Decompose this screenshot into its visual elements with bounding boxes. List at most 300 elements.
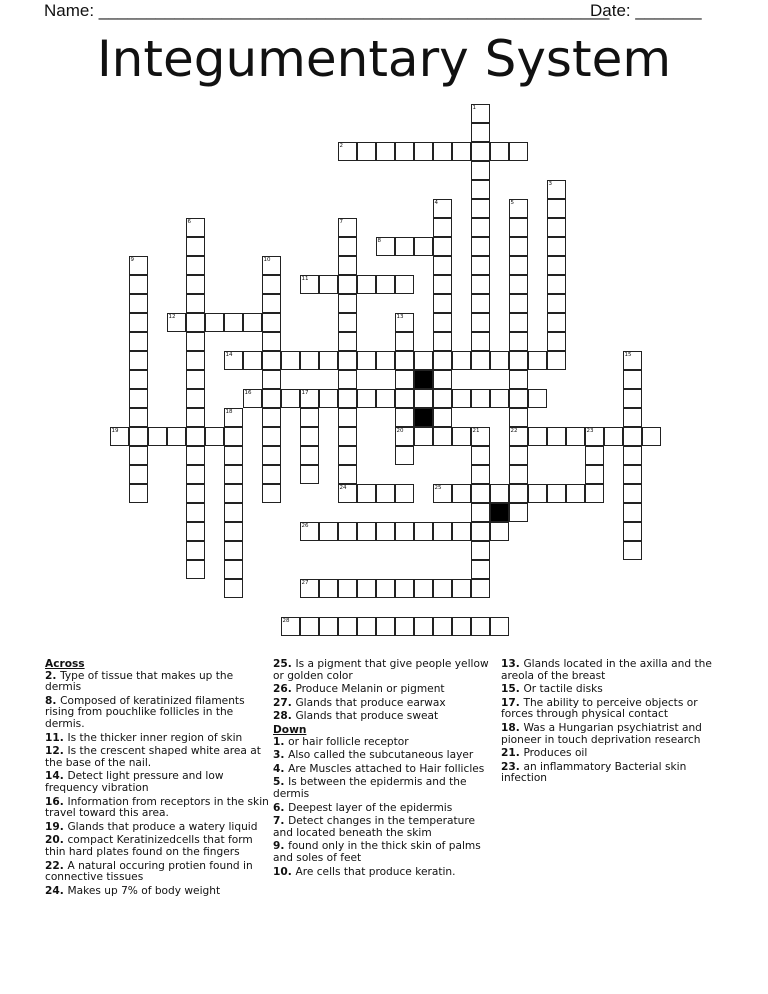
grid-cell[interactable] xyxy=(452,427,471,446)
grid-cell[interactable] xyxy=(338,522,357,541)
grid-cell[interactable] xyxy=(262,351,281,370)
grid-cell[interactable] xyxy=(300,465,319,484)
grid-cell[interactable] xyxy=(433,370,452,389)
grid-cell[interactable] xyxy=(262,408,281,427)
grid-cell[interactable] xyxy=(357,484,376,503)
grid-cell[interactable] xyxy=(338,256,357,275)
grid-cell[interactable] xyxy=(243,313,262,332)
grid-cell[interactable] xyxy=(509,446,528,465)
grid-cell[interactable] xyxy=(357,522,376,541)
grid-cell[interactable] xyxy=(433,579,452,598)
grid-cell[interactable] xyxy=(433,522,452,541)
grid-cell[interactable] xyxy=(224,313,243,332)
grid-cell[interactable] xyxy=(376,579,395,598)
cell-number: 10 xyxy=(263,256,271,263)
clue-text: Is the thicker inner region of skin xyxy=(67,731,243,744)
grid-cell[interactable] xyxy=(547,180,566,199)
grid-cell[interactable] xyxy=(376,351,395,370)
grid-cell[interactable] xyxy=(547,294,566,313)
date-field-label: Date: _______ xyxy=(590,1,702,20)
grid-cell[interactable] xyxy=(262,294,281,313)
grid-cell[interactable] xyxy=(566,484,585,503)
down-clue xyxy=(273,750,498,762)
grid-cell[interactable] xyxy=(623,465,642,484)
grid-cell[interactable] xyxy=(395,617,414,636)
grid-cell[interactable] xyxy=(604,427,623,446)
clue-text: Also called the subcutaneous layer xyxy=(288,749,474,762)
grid-cell[interactable] xyxy=(338,389,357,408)
grid-cell[interactable] xyxy=(186,522,205,541)
grid-cell[interactable] xyxy=(414,237,433,256)
grid-cell[interactable] xyxy=(300,408,319,427)
grid-cell[interactable] xyxy=(547,275,566,294)
grid-cell[interactable] xyxy=(471,161,490,180)
black-square xyxy=(414,408,433,427)
grid-cell[interactable] xyxy=(224,541,243,560)
grid-cell[interactable] xyxy=(148,427,167,446)
grid-cell[interactable] xyxy=(186,218,205,237)
grid-cell[interactable] xyxy=(395,237,414,256)
grid-cell[interactable] xyxy=(395,313,414,332)
grid-cell[interactable] xyxy=(433,218,452,237)
grid-cell[interactable] xyxy=(224,408,243,427)
clue-text: Produces oil xyxy=(523,747,588,760)
clue-text: The ability to perceive objects or forces through physical contact xyxy=(501,696,698,721)
clue-text: A natural occuring protien found in connective tissues xyxy=(45,859,253,884)
grid-cell[interactable] xyxy=(528,389,547,408)
grid-cell[interactable] xyxy=(186,332,205,351)
grid-cell[interactable] xyxy=(509,199,528,218)
grid-cell[interactable] xyxy=(338,427,357,446)
grid-cell[interactable] xyxy=(490,617,509,636)
grid-cell[interactable] xyxy=(623,541,642,560)
grid-cell[interactable] xyxy=(547,484,566,503)
grid-cell[interactable] xyxy=(471,256,490,275)
grid-cell[interactable] xyxy=(357,142,376,161)
grid-cell[interactable] xyxy=(167,313,186,332)
grid-cell[interactable] xyxy=(357,617,376,636)
grid-cell[interactable] xyxy=(300,427,319,446)
grid-cell[interactable] xyxy=(376,142,395,161)
grid-cell[interactable] xyxy=(281,617,300,636)
grid-cell[interactable] xyxy=(471,389,490,408)
grid-cell[interactable] xyxy=(471,218,490,237)
grid-cell[interactable] xyxy=(452,389,471,408)
grid-cell[interactable] xyxy=(129,446,148,465)
cell-number: 6 xyxy=(187,218,191,225)
grid-cell[interactable] xyxy=(490,522,509,541)
grid-cell[interactable] xyxy=(642,427,661,446)
grid-cell[interactable] xyxy=(414,522,433,541)
grid-cell[interactable] xyxy=(262,484,281,503)
grid-cell[interactable] xyxy=(395,370,414,389)
grid-cell[interactable] xyxy=(186,465,205,484)
grid-cell[interactable] xyxy=(471,142,490,161)
grid-cell[interactable] xyxy=(243,351,262,370)
grid-cell[interactable] xyxy=(528,351,547,370)
grid-cell[interactable] xyxy=(376,522,395,541)
grid-cell[interactable] xyxy=(490,389,509,408)
across-heading: Across xyxy=(45,658,85,670)
grid-cell[interactable] xyxy=(129,427,148,446)
down-clue xyxy=(501,748,733,760)
grid-cell[interactable] xyxy=(623,503,642,522)
grid-cell[interactable] xyxy=(167,427,186,446)
grid-cell[interactable] xyxy=(129,294,148,313)
grid-cell[interactable] xyxy=(338,313,357,332)
grid-cell[interactable] xyxy=(509,484,528,503)
grid-cell[interactable] xyxy=(547,218,566,237)
grid-cell[interactable] xyxy=(300,351,319,370)
grid-cell[interactable] xyxy=(338,275,357,294)
grid-cell[interactable] xyxy=(376,237,395,256)
grid-cell[interactable] xyxy=(224,351,243,370)
grid-cell[interactable] xyxy=(452,617,471,636)
grid-cell[interactable] xyxy=(452,484,471,503)
grid-cell[interactable] xyxy=(509,142,528,161)
grid-cell[interactable] xyxy=(528,484,547,503)
clue-text: Composed of keratinized filaments rising from pouchlike follicles in the dermis. xyxy=(45,694,245,730)
grid-cell[interactable] xyxy=(186,237,205,256)
grid-cell[interactable] xyxy=(262,465,281,484)
grid-cell[interactable] xyxy=(300,617,319,636)
clue-text: Glands that produce a watery liquid xyxy=(67,820,258,833)
grid-cell[interactable] xyxy=(319,389,338,408)
clue-number: 8 . xyxy=(45,695,60,707)
grid-cell[interactable] xyxy=(623,446,642,465)
grid-cell[interactable] xyxy=(471,294,490,313)
grid-cell[interactable] xyxy=(509,332,528,351)
grid-cell[interactable] xyxy=(262,389,281,408)
grid-cell[interactable] xyxy=(300,522,319,541)
cell-number: 16 xyxy=(244,389,252,396)
grid-cell[interactable] xyxy=(623,370,642,389)
grid-cell[interactable] xyxy=(585,446,604,465)
grid-cell[interactable] xyxy=(186,294,205,313)
grid-cell[interactable] xyxy=(338,617,357,636)
grid-cell[interactable] xyxy=(433,389,452,408)
grid-cell[interactable] xyxy=(395,142,414,161)
grid-cell[interactable] xyxy=(186,275,205,294)
clue-text: Glands that produce earwax xyxy=(295,696,446,709)
grid-cell[interactable] xyxy=(471,617,490,636)
clue-number: 20 . xyxy=(45,834,67,846)
grid-cell[interactable] xyxy=(471,484,490,503)
grid-cell[interactable] xyxy=(433,332,452,351)
grid-cell[interactable] xyxy=(509,294,528,313)
grid-cell[interactable] xyxy=(338,446,357,465)
grid-cell[interactable] xyxy=(357,351,376,370)
grid-cell[interactable] xyxy=(452,522,471,541)
grid-cell[interactable] xyxy=(338,294,357,313)
grid-cell[interactable] xyxy=(509,237,528,256)
cell-number: 28 xyxy=(282,617,290,624)
grid-cell[interactable] xyxy=(471,465,490,484)
grid-cell[interactable] xyxy=(395,427,414,446)
grid-cell[interactable] xyxy=(433,351,452,370)
grid-cell[interactable] xyxy=(490,142,509,161)
grid-cell[interactable] xyxy=(547,237,566,256)
grid-cell[interactable] xyxy=(509,503,528,522)
grid-cell[interactable] xyxy=(338,142,357,161)
grid-cell[interactable] xyxy=(547,256,566,275)
grid-cell[interactable] xyxy=(186,313,205,332)
grid-cell[interactable] xyxy=(319,275,338,294)
grid-cell[interactable] xyxy=(433,142,452,161)
clue-text: Was a Hungarian psychiatrist and pioneer in touch deprivation research xyxy=(501,721,702,746)
grid-cell[interactable] xyxy=(509,256,528,275)
grid-cell[interactable] xyxy=(471,503,490,522)
grid-cell[interactable] xyxy=(433,617,452,636)
grid-cell[interactable] xyxy=(186,370,205,389)
grid-cell[interactable] xyxy=(509,389,528,408)
grid-cell[interactable] xyxy=(262,332,281,351)
grid-cell[interactable] xyxy=(338,465,357,484)
grid-cell[interactable] xyxy=(471,104,490,123)
grid-cell[interactable] xyxy=(433,294,452,313)
grid-cell[interactable] xyxy=(509,218,528,237)
grid-cell[interactable] xyxy=(471,332,490,351)
grid-cell[interactable] xyxy=(471,541,490,560)
grid-cell[interactable] xyxy=(262,313,281,332)
grid-cell[interactable] xyxy=(471,427,490,446)
cell-number: 9 xyxy=(130,256,134,263)
grid-cell[interactable] xyxy=(566,427,585,446)
grid-cell[interactable] xyxy=(186,446,205,465)
grid-cell[interactable] xyxy=(547,427,566,446)
grid-cell[interactable] xyxy=(395,446,414,465)
grid-cell[interactable] xyxy=(471,199,490,218)
grid-cell[interactable] xyxy=(395,389,414,408)
clue-text: Is between the epidermis and the dermis xyxy=(273,776,467,800)
grid-cell[interactable] xyxy=(623,484,642,503)
grid-cell[interactable] xyxy=(186,560,205,579)
grid-cell[interactable] xyxy=(300,446,319,465)
grid-cell[interactable] xyxy=(186,427,205,446)
clue-number: 4 . xyxy=(273,763,288,775)
grid-cell[interactable] xyxy=(509,408,528,427)
grid-cell[interactable] xyxy=(433,408,452,427)
down-clue xyxy=(273,841,498,864)
clue-number: 15 . xyxy=(501,683,523,695)
grid-cell[interactable] xyxy=(471,275,490,294)
grid-cell[interactable] xyxy=(509,370,528,389)
grid-cell[interactable] xyxy=(471,522,490,541)
black-square xyxy=(490,503,509,522)
grid-cell[interactable] xyxy=(262,275,281,294)
grid-cell[interactable] xyxy=(243,389,262,408)
grid-cell[interactable] xyxy=(585,465,604,484)
grid-cell[interactable] xyxy=(281,351,300,370)
grid-cell[interactable] xyxy=(414,427,433,446)
clue-text: Detect changes in the temperature and located beneath the skim xyxy=(273,815,476,839)
grid-cell[interactable] xyxy=(547,313,566,332)
grid-cell[interactable] xyxy=(509,351,528,370)
grid-cell[interactable] xyxy=(395,332,414,351)
grid-cell[interactable] xyxy=(433,275,452,294)
grid-cell[interactable] xyxy=(110,427,129,446)
grid-cell[interactable] xyxy=(300,579,319,598)
grid-cell[interactable] xyxy=(338,579,357,598)
grid-cell[interactable] xyxy=(490,351,509,370)
grid-cell[interactable] xyxy=(376,617,395,636)
grid-cell[interactable] xyxy=(623,427,642,446)
grid-cell[interactable] xyxy=(471,446,490,465)
grid-cell[interactable] xyxy=(129,351,148,370)
grid-cell[interactable] xyxy=(262,427,281,446)
cell-number: 1 xyxy=(472,104,476,111)
clue-text: compact Keratinizedcells that form thin hard plates found on the fingers xyxy=(45,834,253,858)
grid-cell[interactable] xyxy=(547,199,566,218)
down-heading: Down xyxy=(273,723,307,736)
grid-cell[interactable] xyxy=(433,237,452,256)
grid-cell[interactable] xyxy=(262,256,281,275)
grid-cell[interactable] xyxy=(452,142,471,161)
grid-cell[interactable] xyxy=(338,351,357,370)
grid-cell[interactable] xyxy=(471,180,490,199)
grid-cell[interactable] xyxy=(623,408,642,427)
grid-cell[interactable] xyxy=(376,484,395,503)
grid-cell[interactable] xyxy=(186,408,205,427)
grid-cell[interactable] xyxy=(395,579,414,598)
grid-cell[interactable] xyxy=(224,484,243,503)
grid-cell[interactable] xyxy=(186,484,205,503)
grid-cell[interactable] xyxy=(376,389,395,408)
grid-cell[interactable] xyxy=(319,522,338,541)
grid-cell[interactable] xyxy=(509,313,528,332)
grid-cell[interactable] xyxy=(129,370,148,389)
grid-cell[interactable] xyxy=(338,237,357,256)
grid-cell[interactable] xyxy=(433,199,452,218)
grid-cell[interactable] xyxy=(357,389,376,408)
grid-cell[interactable] xyxy=(585,484,604,503)
grid-cell[interactable] xyxy=(471,351,490,370)
grid-cell[interactable] xyxy=(414,351,433,370)
grid-cell[interactable] xyxy=(452,351,471,370)
grid-cell[interactable] xyxy=(414,617,433,636)
cell-number: 13 xyxy=(396,313,404,320)
grid-cell[interactable] xyxy=(129,484,148,503)
grid-cell[interactable] xyxy=(509,427,528,446)
grid-cell[interactable] xyxy=(395,484,414,503)
grid-cell[interactable] xyxy=(452,579,471,598)
grid-cell[interactable] xyxy=(547,332,566,351)
grid-cell[interactable] xyxy=(433,427,452,446)
across-clue xyxy=(273,659,498,682)
grid-cell[interactable] xyxy=(300,389,319,408)
grid-cell[interactable] xyxy=(433,256,452,275)
grid-cell[interactable] xyxy=(395,275,414,294)
grid-cell[interactable] xyxy=(224,560,243,579)
clue-number: 21 . xyxy=(501,747,523,759)
grid-cell[interactable] xyxy=(186,256,205,275)
grid-cell[interactable] xyxy=(585,427,604,446)
grid-cell[interactable] xyxy=(395,351,414,370)
grid-cell[interactable] xyxy=(338,370,357,389)
grid-cell[interactable] xyxy=(547,351,566,370)
grid-cell[interactable] xyxy=(319,351,338,370)
grid-cell[interactable] xyxy=(357,275,376,294)
grid-cell[interactable] xyxy=(129,275,148,294)
grid-cell[interactable] xyxy=(186,503,205,522)
grid-cell[interactable] xyxy=(471,237,490,256)
grid-cell[interactable] xyxy=(509,275,528,294)
grid-cell[interactable] xyxy=(262,446,281,465)
grid-cell[interactable] xyxy=(338,218,357,237)
grid-cell[interactable] xyxy=(224,503,243,522)
grid-cell[interactable] xyxy=(129,256,148,275)
grid-cell[interactable] xyxy=(205,313,224,332)
grid-cell[interactable] xyxy=(186,351,205,370)
grid-cell[interactable] xyxy=(205,427,224,446)
grid-cell[interactable] xyxy=(186,541,205,560)
grid-cell[interactable] xyxy=(281,389,300,408)
cell-number: 12 xyxy=(168,313,176,320)
grid-cell[interactable] xyxy=(623,389,642,408)
grid-cell[interactable] xyxy=(528,427,547,446)
grid-cell[interactable] xyxy=(224,579,243,598)
grid-cell[interactable] xyxy=(319,617,338,636)
grid-cell[interactable] xyxy=(129,313,148,332)
grid-cell[interactable] xyxy=(319,579,338,598)
grid-cell[interactable] xyxy=(490,484,509,503)
grid-cell[interactable] xyxy=(395,522,414,541)
clue-text: or hair follicle receptor xyxy=(288,735,409,748)
grid-cell[interactable] xyxy=(224,446,243,465)
grid-cell[interactable] xyxy=(338,484,357,503)
cell-number: 2 xyxy=(339,142,343,149)
grid-cell[interactable] xyxy=(433,313,452,332)
grid-cell[interactable] xyxy=(129,408,148,427)
grid-cell[interactable] xyxy=(129,332,148,351)
grid-cell[interactable] xyxy=(414,579,433,598)
grid-cell[interactable] xyxy=(224,465,243,484)
clue-text: found only in the thick skin of palms and soles of feet xyxy=(273,840,481,864)
cell-number: 25 xyxy=(434,484,442,491)
grid-cell[interactable] xyxy=(509,465,528,484)
grid-cell[interactable] xyxy=(471,579,490,598)
grid-cell[interactable] xyxy=(433,484,452,503)
grid-cell[interactable] xyxy=(414,389,433,408)
grid-cell[interactable] xyxy=(471,313,490,332)
grid-cell[interactable] xyxy=(623,522,642,541)
grid-cell[interactable] xyxy=(129,389,148,408)
down-clue xyxy=(273,764,498,776)
grid-cell[interactable] xyxy=(300,275,319,294)
grid-cell[interactable] xyxy=(357,579,376,598)
cell-number: 3 xyxy=(548,180,552,187)
across-clue xyxy=(273,711,498,723)
grid-cell[interactable] xyxy=(224,522,243,541)
grid-cell[interactable] xyxy=(224,427,243,446)
grid-cell[interactable] xyxy=(395,408,414,427)
grid-cell[interactable] xyxy=(262,370,281,389)
grid-cell[interactable] xyxy=(338,408,357,427)
across-clue xyxy=(45,886,270,898)
cell-number: 18 xyxy=(225,408,233,415)
clue-column-2 xyxy=(273,659,498,880)
grid-cell[interactable] xyxy=(338,332,357,351)
grid-cell[interactable] xyxy=(623,351,642,370)
grid-cell[interactable] xyxy=(186,389,205,408)
grid-cell[interactable] xyxy=(471,560,490,579)
clue-number: 19 . xyxy=(45,821,67,833)
grid-cell[interactable] xyxy=(471,123,490,142)
clue-number: 17 . xyxy=(501,697,523,709)
grid-cell[interactable] xyxy=(376,275,395,294)
grid-cell[interactable] xyxy=(414,142,433,161)
grid-cell[interactable] xyxy=(129,465,148,484)
